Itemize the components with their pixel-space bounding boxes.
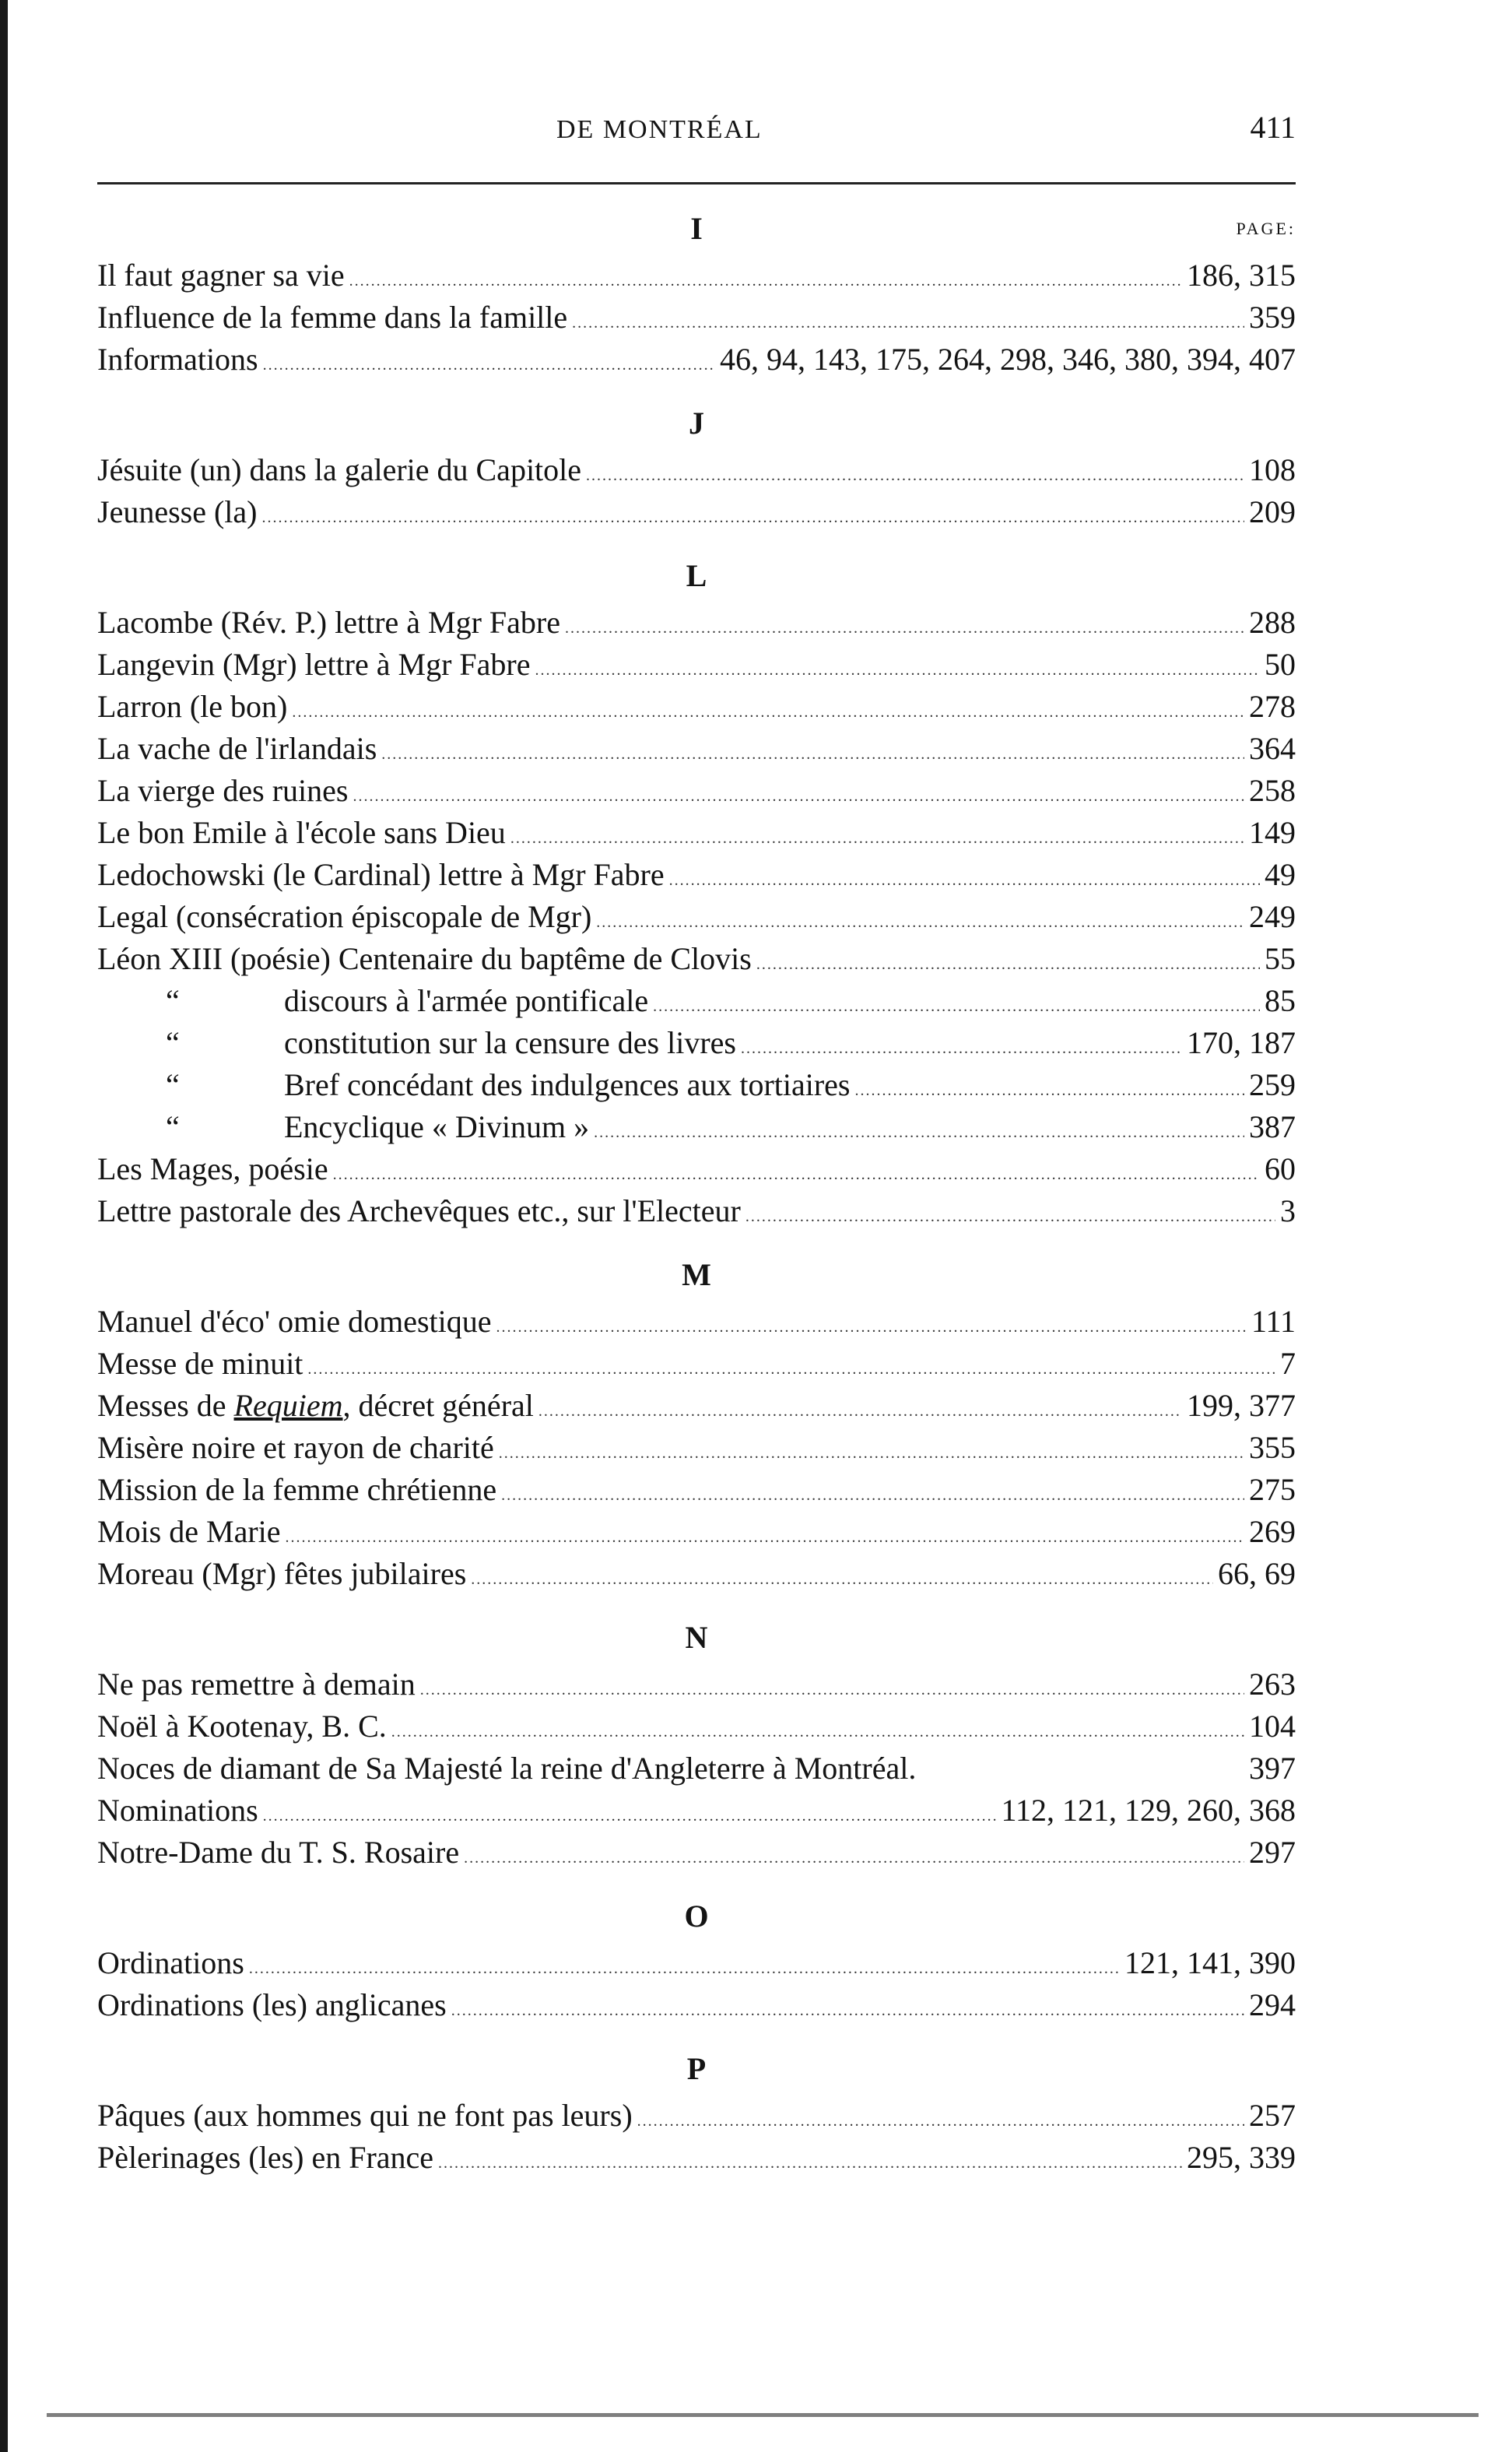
leader-dots	[572, 302, 1244, 344]
index-entry	[97, 255, 1296, 297]
ditto-mark: “	[166, 1067, 180, 1102]
leader-dots	[333, 1154, 1260, 1196]
page-references: 3	[1280, 1193, 1296, 1228]
page-references: 387	[1249, 1109, 1296, 1144]
entry-title	[97, 686, 287, 728]
leader-dots	[464, 1837, 1244, 1879]
entry-title-text: discours à l'armée pontificale	[284, 983, 649, 1018]
section-letter-row	[97, 1612, 1296, 1663]
index-entry	[97, 297, 1296, 339]
entry-title	[97, 449, 581, 491]
index-page	[97, 109, 1296, 2179]
entry-title-text: Misère noire et rayon de charité	[97, 1430, 494, 1465]
entry-title-text: Pâques (aux hommes qui ne font pas leurs)	[97, 2098, 633, 2133]
entry-title-text: Ordinations (les) anglicanes	[97, 1987, 447, 2022]
page-references: 209	[1249, 494, 1296, 529]
page-references: 108	[1249, 452, 1296, 487]
entry-title-text: constitution sur la censure des livres	[284, 1025, 736, 1060]
leader-dots	[349, 260, 1182, 302]
section-letter: N	[685, 1620, 708, 1655]
page-bottom-edge	[47, 2413, 1479, 2417]
leader-dots	[756, 943, 1260, 985]
entry-title	[97, 491, 257, 533]
leader-dots	[855, 1070, 1245, 1112]
entry-title	[97, 1748, 916, 1790]
section-letter: M	[682, 1257, 711, 1292]
page-references: 66, 69	[1218, 1556, 1296, 1591]
entry-title-text: Jeunesse (la)	[97, 494, 258, 529]
entry-title-text: Lacombe (Rév. P.) lettre à Mgr Fabre	[97, 605, 560, 640]
entry-title	[97, 1148, 328, 1190]
leader-dots	[565, 607, 1244, 649]
index-entry	[97, 1511, 1296, 1553]
page-references: 278	[1249, 689, 1296, 724]
leader-dots	[499, 1432, 1244, 1474]
entry-title-text: Léon XIII (poésie) Centenaire du baptême de Clovis	[97, 941, 752, 976]
entry-title	[284, 980, 648, 1022]
page-column-label: PAGE:	[1236, 219, 1296, 238]
entry-title	[97, 938, 752, 980]
entry-title-text: Nominations	[97, 1793, 258, 1828]
entry-title	[97, 1469, 496, 1511]
leader-dots	[510, 817, 1244, 859]
index-entry	[97, 770, 1296, 812]
entry-title-text: Legal (consécration épiscopale de Mgr)	[97, 899, 592, 934]
page-references: 111	[1251, 1304, 1296, 1339]
entry-title	[97, 1190, 741, 1232]
entry-title	[97, 1790, 258, 1832]
entry-title	[284, 1064, 851, 1106]
entry-title	[97, 1942, 244, 1984]
entry-title	[97, 1984, 447, 2026]
entry-title	[97, 2095, 633, 2137]
index-entry	[97, 686, 1296, 728]
page-references: 295, 339	[1187, 2140, 1296, 2175]
index-entry	[97, 1553, 1296, 1595]
leader-dots	[594, 1112, 1244, 1154]
entry-title	[97, 1427, 494, 1469]
page-references: 170, 187	[1187, 1025, 1296, 1060]
index-entry	[97, 1022, 1296, 1064]
entry-title-prefix: Messes de	[97, 1388, 234, 1423]
page-references: 294	[1249, 1987, 1296, 2022]
page-references: 288	[1249, 605, 1296, 640]
entry-title	[97, 2137, 433, 2179]
section-letter: O	[684, 1899, 709, 1934]
entry-title-text: Jésuite (un) dans la galerie du Capitole	[97, 452, 582, 487]
entry-title-text: Langevin (Mgr) lettre à Mgr Fabre	[97, 647, 531, 682]
entry-title	[284, 1106, 589, 1148]
index-entry	[97, 1106, 1296, 1148]
page-references: 257	[1249, 2098, 1296, 2133]
page-references: 85	[1265, 983, 1296, 1018]
index-entry	[97, 1832, 1296, 1874]
section-letter-row	[97, 1891, 1296, 1942]
index-entry	[97, 1148, 1296, 1190]
index-entry	[97, 1385, 1296, 1427]
leader-dots	[263, 1795, 997, 1837]
entry-title	[97, 1343, 303, 1385]
entry-title-text: Messe de minuit	[97, 1346, 303, 1381]
leader-dots	[586, 455, 1244, 497]
entry-title-text: La vierge des ruines	[97, 773, 349, 808]
leader-dots	[538, 1390, 1182, 1432]
index-entry	[97, 1984, 1296, 2026]
page-references: 259	[1249, 1067, 1296, 1102]
entry-title-text: Lettre pastorale des Archevêques etc., sur l'Electeur	[97, 1193, 741, 1228]
page-references: 149	[1249, 815, 1296, 850]
index-entry	[97, 1469, 1296, 1511]
entry-title-text: Manuel d'éco' omie domestique	[97, 1304, 492, 1339]
leader-dots	[381, 733, 1244, 775]
entry-title	[97, 1385, 534, 1427]
leader-dots	[653, 985, 1260, 1028]
index-entry	[97, 728, 1296, 770]
leader-dots	[596, 901, 1244, 943]
section-letter-row	[97, 1249, 1296, 1301]
entry-title-text: Les Mages, poésie	[97, 1151, 328, 1186]
index-entry	[97, 491, 1296, 533]
ditto-mark: “	[166, 983, 180, 1018]
entry-title-text: Il faut gagner sa vie	[97, 258, 345, 293]
section-letter-row	[97, 550, 1296, 602]
leader-dots	[353, 775, 1244, 817]
page-references: 49	[1265, 857, 1296, 892]
entry-title-italic: Requiem	[233, 1388, 343, 1423]
index-entry	[97, 449, 1296, 491]
leader-dots	[535, 649, 1260, 691]
entry-title-text: Bref concédant des indulgences aux tortiaires	[284, 1067, 851, 1102]
index-entry	[97, 2095, 1296, 2137]
index-entry	[97, 854, 1296, 896]
leader-dots	[741, 1028, 1182, 1070]
entry-title	[97, 812, 506, 854]
leader-dots	[307, 1348, 1275, 1390]
entry-title-text: Influence de la femme dans la famille	[97, 300, 568, 335]
leader-dots	[438, 2142, 1182, 2184]
leader-dots	[292, 691, 1244, 733]
ditto-mark: “	[166, 1109, 180, 1144]
page-references: 364	[1249, 731, 1296, 766]
entry-title	[97, 339, 258, 381]
section-letter: P	[686, 2051, 707, 2086]
entry-title-text: Ledochowski (le Cardinal) lettre à Mgr Fabre	[97, 857, 665, 892]
page-references: 359	[1249, 300, 1296, 335]
entry-title	[284, 1022, 736, 1064]
leader-dots	[286, 1516, 1244, 1558]
page-references: 397	[1249, 1751, 1296, 1786]
entry-title	[97, 896, 591, 938]
running-head-title: DE MONTRÉAL	[556, 115, 763, 144]
page-references: 355	[1249, 1430, 1296, 1465]
leader-dots	[471, 1558, 1213, 1600]
entry-title	[97, 1301, 492, 1343]
section-letter: J	[689, 406, 704, 441]
index-entry	[97, 339, 1296, 381]
leader-dots	[496, 1306, 1247, 1348]
index-entry	[97, 1301, 1296, 1343]
entry-title-text: Pèlerinages (les) en France	[97, 2140, 434, 2175]
entry-title	[97, 770, 348, 812]
entry-title-text: Informations	[97, 342, 258, 377]
page-references: 60	[1265, 1151, 1296, 1186]
entry-title-text: Ordinations	[97, 1945, 244, 1980]
index-entry	[97, 1942, 1296, 1984]
entry-title	[97, 297, 567, 339]
index-entry	[97, 896, 1296, 938]
index-entry	[97, 602, 1296, 644]
page-references: 186, 315	[1187, 258, 1296, 293]
leader-dots	[420, 1669, 1244, 1711]
page-references: 112, 121, 129, 260, 368	[1001, 1793, 1296, 1828]
index-entry	[97, 1706, 1296, 1748]
entry-title-text: Mois de Marie	[97, 1514, 281, 1549]
index-body	[97, 203, 1296, 2179]
leader-dots	[249, 1948, 1120, 1990]
entry-title-text: Notre-Dame du T. S. Rosaire	[97, 1835, 460, 1870]
page-number: 411	[1250, 110, 1296, 145]
entry-title-text: La vache de l'irlandais	[97, 731, 377, 766]
index-entry	[97, 1190, 1296, 1232]
entry-title	[97, 1511, 281, 1553]
section-letter: I	[690, 211, 703, 246]
entry-title	[97, 255, 345, 297]
page-references: 263	[1249, 1667, 1296, 1702]
leader-dots	[263, 344, 715, 386]
section-letter-row	[97, 2043, 1296, 2095]
entry-title	[97, 1832, 459, 1874]
index-entry	[97, 980, 1296, 1022]
leader-dots	[637, 2100, 1244, 2142]
entry-title-text: Noces de diamant de Sa Majesté la reine d'Angleterre à Montréal.	[97, 1751, 917, 1786]
leader-dots	[745, 1196, 1275, 1238]
index-entry	[97, 938, 1296, 980]
entry-title-text: Moreau (Mgr) fêtes jubilaires	[97, 1556, 467, 1591]
entry-title	[97, 644, 530, 686]
entry-title-text: Noël à Kootenay, B. C.	[97, 1709, 387, 1744]
index-entry	[97, 2137, 1296, 2179]
page-references: 50	[1265, 647, 1296, 682]
index-entry	[97, 1064, 1296, 1106]
entry-title	[97, 1706, 387, 1748]
index-entry	[97, 1790, 1296, 1832]
index-entry	[97, 1427, 1296, 1469]
section-letter: L	[686, 558, 707, 593]
page-references: 7	[1280, 1346, 1296, 1381]
page-references: 269	[1249, 1514, 1296, 1549]
running-header	[97, 109, 1296, 156]
index-entry	[97, 1663, 1296, 1706]
entry-title-text: Le bon Emile à l'école sans Dieu	[97, 815, 506, 850]
page-references: 121, 141, 390	[1124, 1945, 1296, 1980]
entry-title	[97, 602, 560, 644]
entry-title-text: Encyclique « Divinum »	[284, 1109, 590, 1144]
page-references: 199, 377	[1187, 1388, 1296, 1423]
entry-title	[97, 728, 377, 770]
page-references: 249	[1249, 899, 1296, 934]
page-references: 55	[1265, 941, 1296, 976]
entry-title-text: Larron (le bon)	[97, 689, 288, 724]
leader-dots	[261, 497, 1244, 539]
page-references: 258	[1249, 773, 1296, 808]
section-letter-row	[97, 203, 1296, 255]
ditto-mark: “	[166, 1025, 180, 1060]
page-references: 275	[1249, 1472, 1296, 1507]
index-entry	[97, 644, 1296, 686]
leader-dots	[669, 859, 1260, 901]
leader-dots	[501, 1474, 1244, 1516]
page-references: 297	[1249, 1835, 1296, 1870]
page-references: 104	[1249, 1709, 1296, 1744]
index-entry	[97, 812, 1296, 854]
entry-title	[97, 854, 665, 896]
entry-title-text: Ne pas remettre à demain	[97, 1667, 416, 1702]
entry-title	[97, 1663, 416, 1706]
leader-dots	[451, 1990, 1244, 2032]
page-edge-shadow	[0, 0, 8, 2452]
leader-dots	[391, 1711, 1244, 1753]
entry-title-text: Mission de la femme chrétienne	[97, 1472, 497, 1507]
index-entry	[97, 1343, 1296, 1385]
entry-title-text: , décret général	[342, 1388, 534, 1423]
entry-title	[97, 1553, 466, 1595]
index-entry	[97, 1748, 1296, 1790]
page-references: 46, 94, 143, 175, 264, 298, 346, 380, 394, 407	[720, 342, 1296, 377]
section-letter-row	[97, 398, 1296, 449]
